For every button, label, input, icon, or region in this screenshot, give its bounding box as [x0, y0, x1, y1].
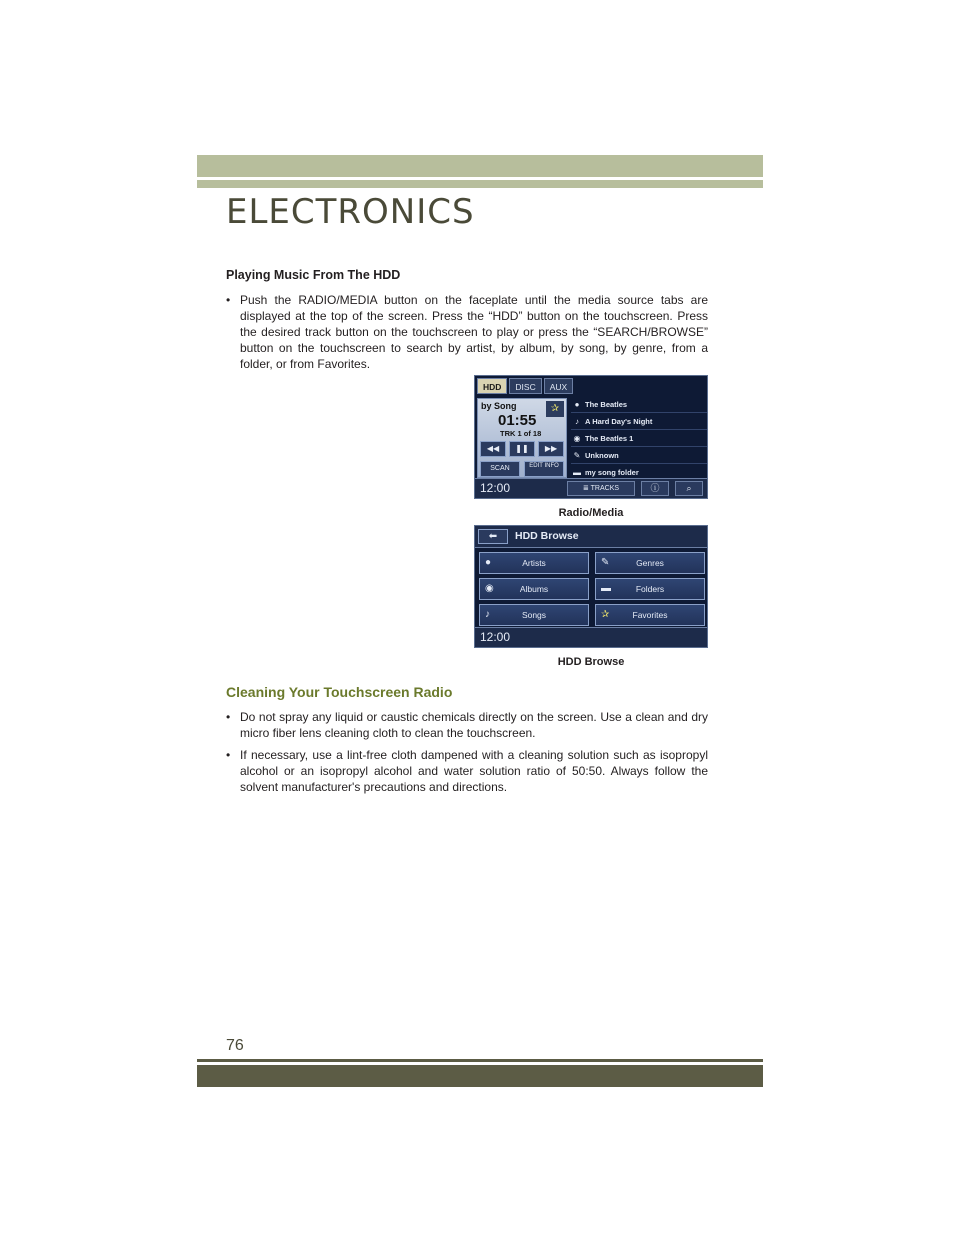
clock: 12:00 [480, 481, 511, 495]
guitar-icon: ✎ [573, 450, 581, 460]
hdd-browse-screen [474, 525, 708, 648]
browse-label: Genres [636, 558, 664, 568]
track-info-list [571, 396, 707, 481]
back-button[interactable] [478, 529, 508, 544]
fast-forward-button[interactable] [538, 441, 564, 457]
pause-icon: ❚❚ [515, 444, 529, 453]
browse-favorites-button[interactable] [595, 604, 705, 626]
browse-label: Artists [522, 558, 546, 568]
browse-bottom-bar [475, 627, 707, 647]
hdd-browse-caption: HDD Browse [557, 656, 625, 668]
track-counter: TRK 1 of 18 [500, 429, 542, 438]
favorite-star-note-icon[interactable]: ✰ [546, 401, 564, 417]
now-playing-panel [477, 398, 567, 478]
header-rule [197, 180, 763, 188]
cleaning-bullet [226, 747, 708, 795]
cleaning-section [226, 709, 708, 801]
browse-mode-label: by Song [481, 401, 517, 411]
pause-button[interactable] [509, 441, 535, 457]
list-item[interactable] [571, 447, 707, 464]
folder-icon: ▬ [573, 467, 581, 477]
artist-icon: ● [574, 399, 580, 409]
browse-label: Favorites [632, 610, 668, 620]
track-item-label: Unknown [585, 450, 619, 460]
search-browse-button[interactable] [675, 481, 703, 496]
edit-info-button[interactable]: EDIT INFO [524, 461, 564, 477]
note-icon: ♪ [575, 416, 579, 426]
folder-icon: ▬ [601, 583, 611, 594]
bullet-dot: • [226, 748, 231, 762]
browse-artists-button[interactable] [479, 552, 589, 574]
tracks-button[interactable] [567, 481, 635, 496]
footer-band [197, 1065, 763, 1087]
tracks-button-label: TRACKS [590, 485, 620, 492]
radio-bottom-bar [475, 478, 707, 498]
cleaning-bullet-text: Do not spray any liquid or caustic chemicals directly on the screen. Use a clean and dry micro fiber lens cleaning cloth to clean the touchscreen. [240, 710, 708, 740]
footer-rule [197, 1059, 763, 1062]
disc-icon: ◉ [573, 433, 581, 443]
search-icon: ⌕ [686, 483, 692, 493]
info-icon: ⓘ [650, 483, 660, 493]
playing-section [226, 268, 708, 378]
clock: 12:00 [480, 630, 511, 644]
star-note-icon: ✰ [601, 609, 610, 620]
list-item[interactable] [571, 413, 707, 430]
track-item-label: my song folder [585, 467, 639, 477]
track-item-label: The Beatles [585, 399, 628, 409]
browse-label: Folders [635, 584, 665, 594]
artist-icon: ● [485, 557, 492, 568]
browse-options-grid [479, 552, 705, 626]
radio-media-screen [474, 375, 708, 499]
browse-label: Albums [519, 584, 549, 594]
bullet-dot: • [226, 710, 231, 724]
rewind-icon: ◀◀ [486, 444, 500, 453]
radio-media-caption: Radio/Media [558, 507, 624, 519]
header-band [197, 155, 763, 177]
section-title: ELECTRONICS [226, 192, 475, 232]
browse-title: HDD Browse [515, 530, 579, 542]
fast-forward-icon: ▶▶ [544, 444, 558, 453]
play-time: 01:55 [498, 412, 537, 429]
cleaning-bullet-text: If necessary, use a lint-free cloth dampened with a cleaning solution such as isopropyl alcohol or an isopropyl alcohol and water solution ratio of 50:50. Always follow the solvent manufacturer's precautions and directions. [240, 748, 708, 794]
browse-songs-button[interactable] [479, 604, 589, 626]
back-arrow-icon: ⬅ [488, 531, 498, 542]
list-item[interactable] [571, 430, 707, 447]
guitar-icon: ✎ [601, 557, 610, 568]
info-button[interactable] [641, 481, 669, 496]
note-icon: ♪ [485, 609, 490, 620]
browse-header [475, 526, 707, 548]
track-item-label: A Hard Day's Night [585, 416, 653, 426]
tab-disc[interactable]: DISC [509, 378, 541, 394]
playing-bullet [226, 292, 708, 372]
playback-controls [480, 441, 564, 457]
browse-genres-button[interactable] [595, 552, 705, 574]
list-item[interactable] [571, 396, 707, 413]
media-source-tabs [477, 378, 573, 394]
track-item-label: The Beatles 1 [585, 433, 634, 443]
bullet-dot: • [226, 293, 231, 307]
rewind-button[interactable] [480, 441, 506, 457]
scan-button[interactable]: SCAN [480, 461, 520, 477]
tab-aux[interactable]: AUX [544, 378, 573, 394]
browse-albums-button[interactable] [479, 578, 589, 600]
browse-folders-button[interactable] [595, 578, 705, 600]
page-number: 76 [226, 1037, 244, 1054]
browse-label: Songs [521, 610, 547, 620]
cleaning-bullet [226, 709, 708, 741]
disc-icon: ◉ [485, 583, 494, 594]
list-icon: ≣ [582, 485, 591, 492]
playing-bullet-text: Push the RADIO/MEDIA button on the faceplate until the media source tabs are displayed at the top of the screen. Press the “HDD” button on the touchscreen. Press the desired track button on the touchscreen to play or press the “SEARCH/BROWSE” button on the touchscreen to search by artist, by album, by song, by genre, from a folder, or from Favorites. [240, 293, 708, 371]
playing-heading: Playing Music From The HDD [226, 268, 401, 282]
tab-hdd[interactable]: HDD [477, 378, 507, 394]
cleaning-heading: Cleaning Your Touchscreen Radio [226, 684, 453, 700]
